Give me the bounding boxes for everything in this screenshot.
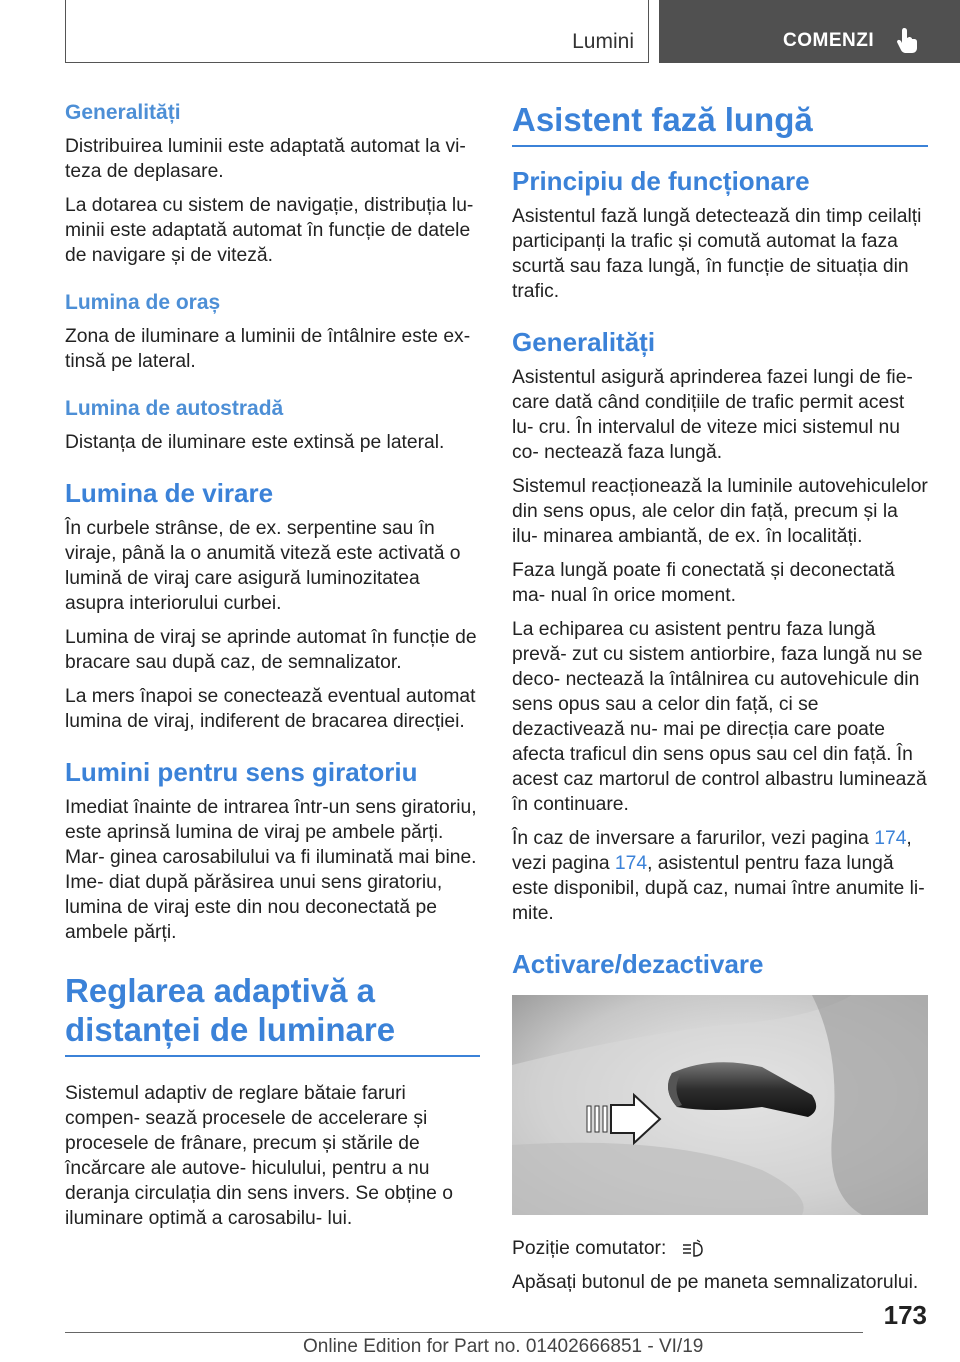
paragraph: Asistentul asigură aprinderea fazei lungi de fie‐ care dată când condițiile de trafic permit acest lu‐ cru. În intervalul de viteze mici sistemul nu co‐ nectează faza lungă. bbox=[512, 367, 913, 463]
paragraph: La mers înapoi se conectează eventual automat lumina de viraj, indiferent de bracarea direcției. bbox=[65, 686, 476, 732]
chapter-heading-block bbox=[512, 100, 928, 147]
footer-divider bbox=[65, 1332, 863, 1333]
paragraph: Imediat înainte de intrarea într-un sens giratoriu, este aprinsă lumina de viraj pe ambele părți. Mar‐ ginea carosabilului va fi iluminată mai bine. Ime‐ diat după părăsirea unui sens giratoriu, lumina de viraj este din nou deconectată pe ambele părți. bbox=[65, 797, 477, 943]
section-heading: Activare/dezactivare bbox=[512, 949, 764, 979]
section-heading: Generalități bbox=[512, 327, 656, 357]
paragraph: Asistentul fază lungă detectează din timp ceilalți participanți la trafic și comută automat la faza scurtă sau faza lungă, în funcție de situația din trafic. bbox=[512, 206, 922, 302]
paragraph bbox=[512, 826, 928, 926]
right-column bbox=[512, 100, 928, 1304]
paragraph: Distanța de iluminare este extinsă pe lateral. bbox=[65, 432, 445, 453]
page-link[interactable]: 174 bbox=[614, 853, 648, 874]
section-heading: Lumina de oraș bbox=[65, 291, 221, 314]
section-tab[interactable] bbox=[659, 0, 960, 63]
caption: Poziție comutator: bbox=[512, 1238, 667, 1259]
header-title: Lumini bbox=[572, 30, 634, 53]
paragraph: Lumina de viraj se aprinde automat în funcție de bracare sau după caz, de semnalizator. bbox=[65, 627, 477, 673]
section-heading: Principiu de funcționare bbox=[512, 166, 810, 196]
section-heading: Lumini pentru sens giratoriu bbox=[65, 757, 418, 787]
paragraph: Faza lungă poate fi conectată și deconectată ma‐ nual în orice moment. bbox=[512, 560, 895, 606]
stalk-button-photo bbox=[512, 995, 928, 1215]
text: În caz de inversare a farurilor, vezi pagina bbox=[512, 828, 875, 849]
left-column bbox=[65, 100, 480, 1240]
footer-edition: Online Edition for Part no. 01402666851 - VI/19 bbox=[303, 1336, 704, 1357]
paragraph: Sistemul reacționează la luminile autovehiculelor din sens opus, ale celor din față, precum și la ilu‐ minarea ambiantă, de ex. în localități. bbox=[512, 476, 928, 547]
paragraph: În curbele strânse, de ex. serpentine sau în viraje, până la o anumită viteză este activată o lumină de viraj care asigură luminozitatea asupra interiorului curbei. bbox=[65, 518, 461, 614]
paragraph bbox=[512, 1236, 928, 1261]
header-box bbox=[65, 0, 649, 63]
page-link[interactable]: 174 bbox=[874, 828, 907, 849]
chapter-heading: Asistent fază lungă bbox=[512, 101, 813, 138]
paragraph: La echiparea cu asistent pentru faza lungă prevă‐ zut cu sistem antiorbire, faza lungă nu se deco‐ nectează la întâlnirea cu autovehicule din sens opus sau a celor din față, ci se dezactivează nu‐ mai pe direcția care poate afecta traficul din sens opus sau cel din față. În acest caz martorul de control albastru luminează în continuare. bbox=[512, 619, 927, 815]
section-tab-label: COMENZI bbox=[783, 30, 875, 51]
text: , asistentul pentru faza lungă este disponibil, după caz, numai între anumite li‐ mite. bbox=[512, 853, 925, 924]
chapter-heading-block bbox=[65, 971, 480, 1057]
section-heading: Lumina de virare bbox=[65, 478, 274, 508]
paragraph: Apăsați butonul de pe maneta semnalizatorului. bbox=[512, 1272, 919, 1293]
hand-pointer-icon bbox=[895, 26, 921, 54]
chapter-heading: Reglarea adaptivă a distanței de luminare bbox=[65, 972, 396, 1048]
paragraph: Zona de iluminare a luminii de întâlnire este ex‐ tinsă pe lateral. bbox=[65, 326, 471, 372]
paragraph: Sistemul adaptiv de reglare bătaie faruri compen‐ sează procesele de accelerare și procesele de frânare, precum și stările de încărcare ale autove‐ hiculului, pentru a nu deranja circulația din sens invers. Se obține o iluminare optimă a carosabilu‐ lui. bbox=[65, 1083, 453, 1229]
section-heading: Lumina de autostradă bbox=[65, 397, 284, 420]
paragraph: La dotarea cu sistem de navigație, distribuția lu‐ minii este adaptată automat în funcție de datele de navigare și de viteză. bbox=[65, 195, 474, 266]
high-beam-assistant-icon bbox=[680, 1239, 704, 1259]
page-number: 173 bbox=[883, 1300, 927, 1330]
text: , vezi pagina bbox=[512, 828, 912, 874]
section-heading: Generalități bbox=[65, 101, 181, 124]
paragraph: Distribuirea luminii este adaptată automat la vi‐ teza de deplasare. bbox=[65, 136, 466, 182]
